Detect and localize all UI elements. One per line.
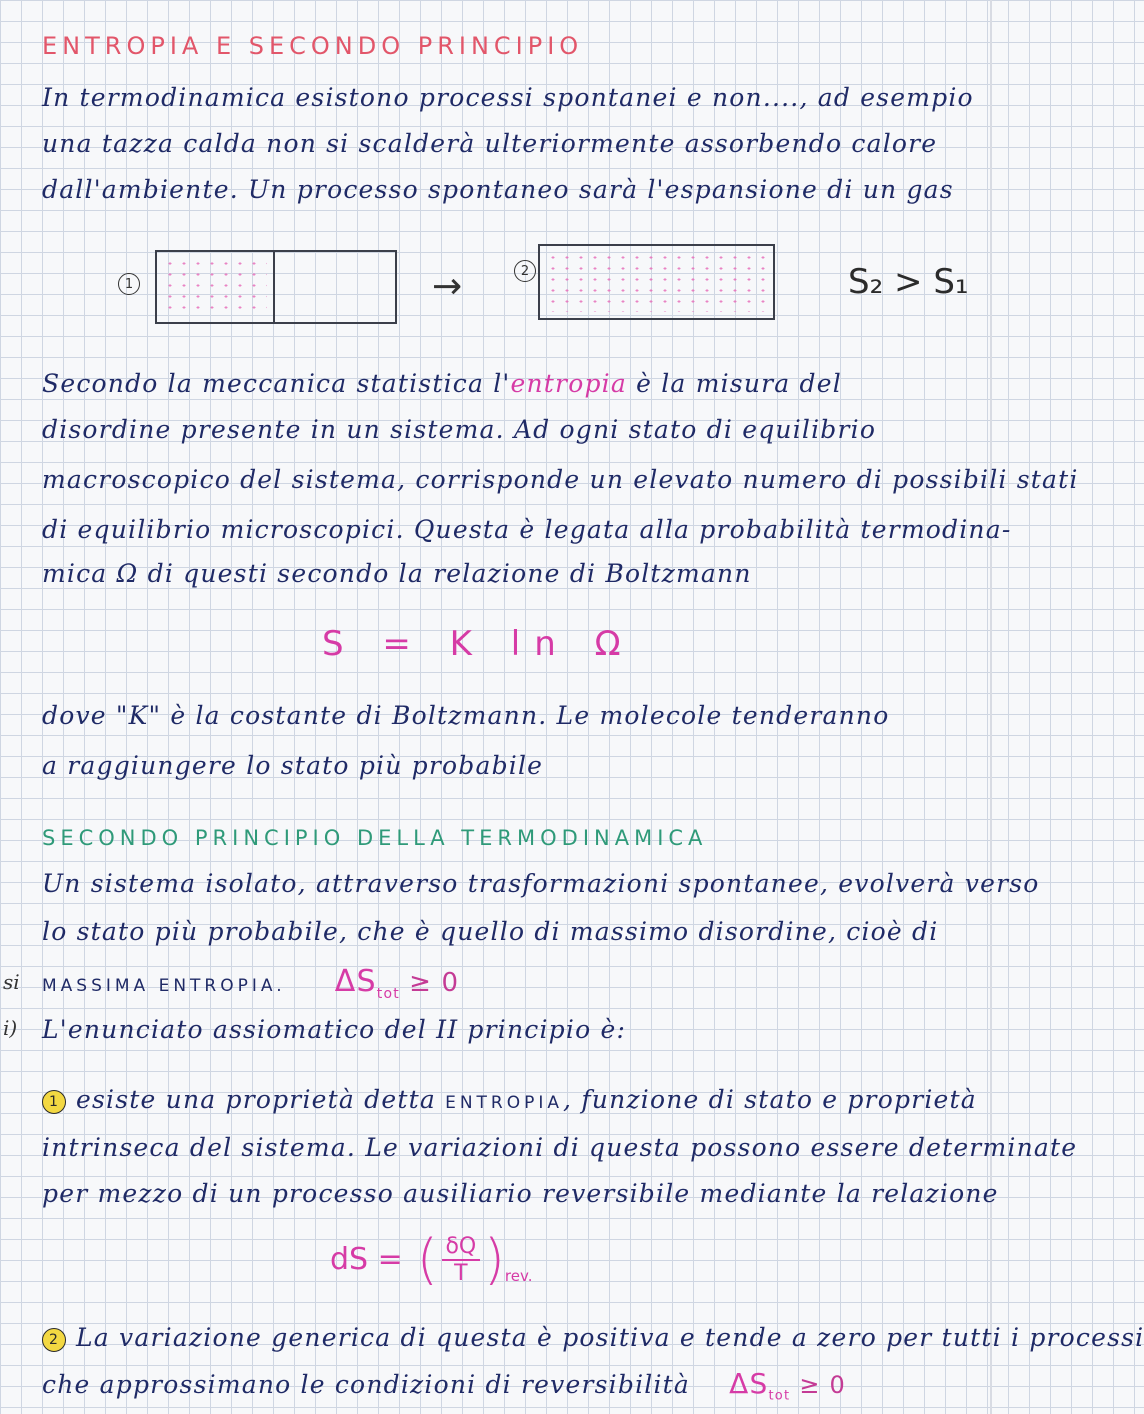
section2-line-2: lo stato più probabile, che è quello di massimo disordine, cioè di <box>42 917 939 946</box>
delta-s-symbol-2: ΔS <box>729 1367 769 1400</box>
container-partition <box>273 252 275 322</box>
boltzmann-formula: S = K ln Ω <box>322 624 635 664</box>
section2-line-1: Un sistema isolato, attraverso trasformazioni spontanee, evolverà verso <box>42 869 1040 898</box>
intro-line-2 <box>42 128 937 160</box>
clausius-formula <box>330 1228 532 1291</box>
margin-note-2: i) <box>3 1016 18 1040</box>
max-entropy-line <box>42 966 459 1010</box>
page-title: ENTROPIA E SECONDO PRINCIPIO <box>42 32 584 60</box>
delta-s-subscript: tot <box>376 986 400 1002</box>
ds-lhs: dS = <box>330 1242 403 1277</box>
entropia-highlight: entropia <box>510 369 627 398</box>
point-2-bullet: 2 <box>42 1328 66 1352</box>
gas-container-2 <box>538 244 775 320</box>
intro-line-1: In termodinamica esistono processi spontanei e non...., ad esempio <box>42 83 974 112</box>
delta-s-relation-2: ≥ 0 <box>799 1371 847 1399</box>
stat-line-2: disordine presente in un sistema. Ad ogni stato di equilibrio <box>42 415 877 444</box>
point-1-text-b: , funzione di stato e proprietà <box>563 1085 977 1114</box>
after-formula-line-2: a raggiungere lo stato più probabile <box>42 751 544 780</box>
stat-line-4: di equilibrio microscopici. Questa è legata alla probabilità termodina- <box>42 515 1012 544</box>
max-entropy-label: MASSIMA ENTROPIA. <box>42 976 286 996</box>
point-2-text-b: che approssimano le condizioni di reversibilità <box>42 1370 691 1399</box>
point-2-line-2 <box>42 1368 846 1413</box>
intro-line-2-text: una tazza calda non si scalderà ulteriormente assorbendo calore <box>42 129 938 158</box>
point-1-line-2: intrinseca del sistema. Le variazioni di questa possono essere determinate <box>42 1133 1078 1162</box>
stat-line-5: mica Ω di questi secondo la relazione di Boltzmann <box>42 559 752 588</box>
point-1-bullet: 1 <box>42 1090 66 1114</box>
after-formula-line-1: dove "K" è la costante di Boltzmann. Le molecole tenderanno <box>42 701 890 730</box>
state-2-label: 2 <box>514 260 536 282</box>
stat-line-1-a: Secondo la meccanica statistica l' <box>42 369 511 398</box>
fraction-denominator: T <box>454 1260 468 1286</box>
entropia-caps: ENTROPIA <box>445 1093 564 1113</box>
section-title: SECONDO PRINCIPIO DELLA TERMODINAMICA <box>42 826 708 850</box>
enunciato-line: L'enunciato assiomatico del II principio è: <box>42 1015 627 1044</box>
fraction <box>442 1234 480 1286</box>
fraction-numerator: δQ <box>445 1233 477 1259</box>
stat-line-1 <box>42 368 842 400</box>
right-paren: ) <box>483 1228 505 1291</box>
point-2-line-1 <box>42 1322 1144 1354</box>
gas-particles-2 <box>546 252 767 312</box>
stat-line-3: macroscopico del sistema, corrisponde un elevato numero di possibili stati <box>42 465 1079 494</box>
delta-s-tot-1 <box>334 964 400 1002</box>
delta-s-tot-2 <box>729 1367 791 1404</box>
delta-s-subscript-2: tot <box>768 1388 791 1404</box>
delta-s-symbol: ΔS <box>334 964 377 999</box>
point-1-text-a: esiste una proprietà detta <box>76 1085 446 1114</box>
expansion-arrow: → <box>432 266 463 307</box>
state-1-label: 1 <box>118 273 140 295</box>
stat-line-1-b: è la misura del <box>626 369 842 398</box>
gas-particles-1 <box>163 258 267 316</box>
margin-note-1: si <box>3 970 20 994</box>
point-1-line-3: per mezzo di un processo ausiliario reversibile mediante la relazione <box>42 1179 999 1208</box>
point-1-line-1 <box>42 1084 977 1119</box>
delta-s-relation: ≥ 0 <box>409 968 460 998</box>
intro-line-3: dall'ambiente. Un processo spontaneo sarà l'espansione di un gas <box>42 175 954 204</box>
gas-container-1 <box>155 250 397 324</box>
left-paren: ( <box>416 1228 438 1291</box>
rev-subscript: rev. <box>504 1267 533 1285</box>
entropy-inequality: S₂ > S₁ <box>848 262 969 302</box>
point-2-text-a: La variazione generica di questa è positiva e tende a zero per tutti i processi <box>76 1323 1144 1352</box>
